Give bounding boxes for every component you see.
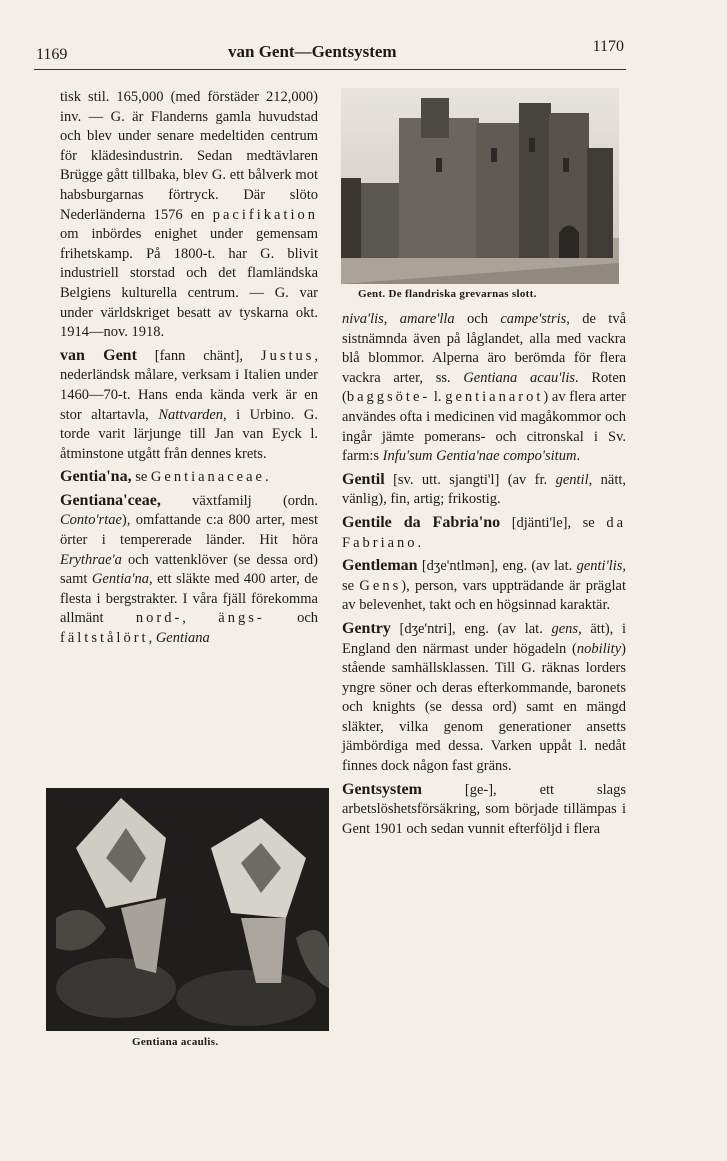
- entry-text: tisk stil. 165,000 (med förstäder 212,000) inv. — G. är Flanderns gamla huvudstad och blev under senare medeltiden centrum för klädesindustrin. Sedan medtävlaren Brügge gått tillbaka, blev G. ett bålverk mot habsburgarnas förtryck. Där slöto Nederländerna 1576 en: [60, 89, 318, 223]
- headword: Gentry: [342, 619, 391, 637]
- headword: Gentile da Fabria'no: [342, 513, 501, 531]
- gentiana-illustration: [46, 788, 329, 1031]
- castle-photo: [341, 88, 619, 284]
- entry-text: [djänti'le], se: [500, 514, 607, 531]
- italic-term: gentil: [555, 471, 589, 488]
- headword: van Gent: [60, 346, 137, 364]
- entry-gentiana: [60, 467, 318, 488]
- entry-text: ,: [148, 630, 156, 647]
- entry-text: , de två sistnämnda även på låglandet, alla med vackra blå blommor. Alperna äro berömda för flera vackra arter, ss.: [342, 311, 627, 386]
- spaced-term: pacifikation: [212, 206, 318, 223]
- entry-text: om inbördes enighet under gemensam frihetskamp. På 1800-t. har G. blivit industriell storstad och det flamländska Belgiens kulturella centrum. — G. var under världskriget besatt av tyskarna okt. 1914—nov. 1918.: [60, 226, 318, 341]
- entry-text: ,: [383, 311, 400, 327]
- entry-text: l.: [430, 389, 446, 406]
- entry-text: .: [265, 469, 269, 486]
- entry-gent-continued: [60, 88, 318, 343]
- italic-term: Infu'sum Gentia'nae compo'situm: [382, 448, 577, 465]
- entry-gentianaceae: [60, 491, 318, 649]
- entry-gentleman: [342, 556, 626, 616]
- headword: Gentia'na,: [60, 468, 132, 486]
- running-title: van Gent—Gentsystem: [228, 42, 397, 61]
- entry-text: ,: [182, 610, 219, 627]
- right-column: [342, 310, 626, 839]
- entry-text: , nätt, vänlig), fin, artig; frikostig.: [342, 471, 627, 508]
- entry-gentil: [342, 470, 626, 510]
- entry-text: , i Urbino. G. torde varit lärjunge till Jan van Eyck l. åtminstone utgått från dennes krets.: [60, 406, 318, 462]
- entry-text: .: [576, 448, 581, 465]
- entry-text: ) stående samhällsklassen. Till G. räknas lorders yngre söner och deras efterkommande, baronets och knights (se dessa ord) samt en mängd släkter, vilka genom generationer ansetts jämbördiga med dessa. Varken uppåt l. nedåt finnes dock någon fast gräns.: [342, 640, 626, 775]
- entry-text: , ett släkte med 400 arter, de flesta i bergstrakter. I våra fjäll förekomma allmänt: [60, 571, 318, 627]
- entry-text: ), person, vars uppträdande är präglat av belevenhet, takt och en högsinnad karaktär.: [342, 577, 626, 614]
- spaced-term: Gentianaceae: [150, 469, 265, 486]
- page-number-left: 1169: [36, 46, 68, 63]
- italic-term: Nattvarden: [158, 406, 224, 423]
- italic-term: nobility: [576, 640, 622, 657]
- spaced-term: Justus: [260, 347, 315, 364]
- italic-term: Conto'rtae: [60, 512, 122, 529]
- entry-text: se: [131, 469, 151, 486]
- entry-text: . Roten (: [342, 369, 627, 406]
- italic-term: amare'lla: [399, 311, 455, 327]
- castle-caption: Gent. De flandriska grevarnas slott.: [358, 288, 537, 300]
- entry-gentiana-continued: [342, 310, 626, 467]
- italic-term: Gentiana: [155, 630, 210, 647]
- spaced-term: gentianarot: [445, 389, 544, 406]
- entry-text: [ge-], ett slags arbetslöshetsförsäkring, som började tillämpas i Gent 1901 och sedan vunnit efterföljd i flera: [342, 781, 626, 837]
- entry-text: och: [264, 610, 319, 627]
- entry-text: , ätt), i England den närmast under högadeln (: [342, 620, 626, 657]
- entry-text: [dʒe'ntri], eng. (av lat.: [390, 620, 552, 637]
- headword: Gentsystem: [342, 780, 422, 798]
- entry-text: ), omfattande c:a 800 arter, mest örter i tempererade länder. Hit höra: [60, 512, 318, 549]
- entry-text: , nederländsk målare, verksam i Italien under 1460—70-t. Hans enda kända verk är en stor altartavla,: [60, 347, 319, 423]
- headword: Gentleman: [342, 557, 418, 575]
- entry-text: , se: [342, 558, 626, 594]
- italic-term: niva'lis: [342, 311, 384, 327]
- entry-text: .: [417, 534, 422, 551]
- entry-text: [fann chänt],: [136, 347, 261, 364]
- spaced-term: da Fabriano: [342, 514, 626, 551]
- left-column: [60, 88, 318, 649]
- italic-term: campe'stris: [500, 311, 567, 327]
- headword: Gentil: [342, 470, 385, 488]
- italic-term: genti'lis: [576, 558, 623, 575]
- spaced-term: Gens: [359, 577, 402, 594]
- header-rule: [34, 69, 626, 70]
- entry-text: och: [454, 311, 501, 327]
- spaced-term: baggsöte-: [346, 389, 431, 406]
- italic-term: Gentia'na: [91, 571, 149, 588]
- spaced-term: ängs-: [218, 610, 265, 627]
- italic-term: Gentiana acau'lis: [463, 369, 576, 386]
- spaced-term: nord-: [135, 610, 183, 627]
- entry-text: [sv. utt. sjangti'l] (av fr.: [384, 471, 556, 488]
- entry-van-gent: [60, 346, 318, 465]
- italic-term: Erythrae'a: [60, 551, 122, 568]
- headword: Gentiana'ceae,: [60, 491, 161, 509]
- entry-text: ) av flera arter användes ofta i medicinen vid magåkommor och ingår jämte pomerans- och citronskal i Sv. farm:s: [342, 389, 627, 465]
- page-number-right: 1170: [592, 38, 624, 55]
- castle-illustration: [341, 88, 619, 284]
- page-header: [36, 38, 626, 68]
- entry-gentile-da-fabriano: [342, 513, 626, 553]
- entry-text: växtfamilj (ordn.: [160, 492, 318, 509]
- spaced-term: fältstålört: [60, 630, 149, 647]
- italic-term: gens: [551, 620, 579, 637]
- entry-text: och vattenklöver (se dessa ord) samt: [60, 551, 318, 588]
- gentiana-caption: Gentiana acaulis.: [132, 1036, 219, 1048]
- entry-gentry: [342, 619, 626, 777]
- entry-text: [dʒe'ntlmən], eng. (av lat.: [417, 558, 577, 575]
- entry-gentsystem: [342, 780, 626, 840]
- gentiana-photo: [46, 788, 329, 1031]
